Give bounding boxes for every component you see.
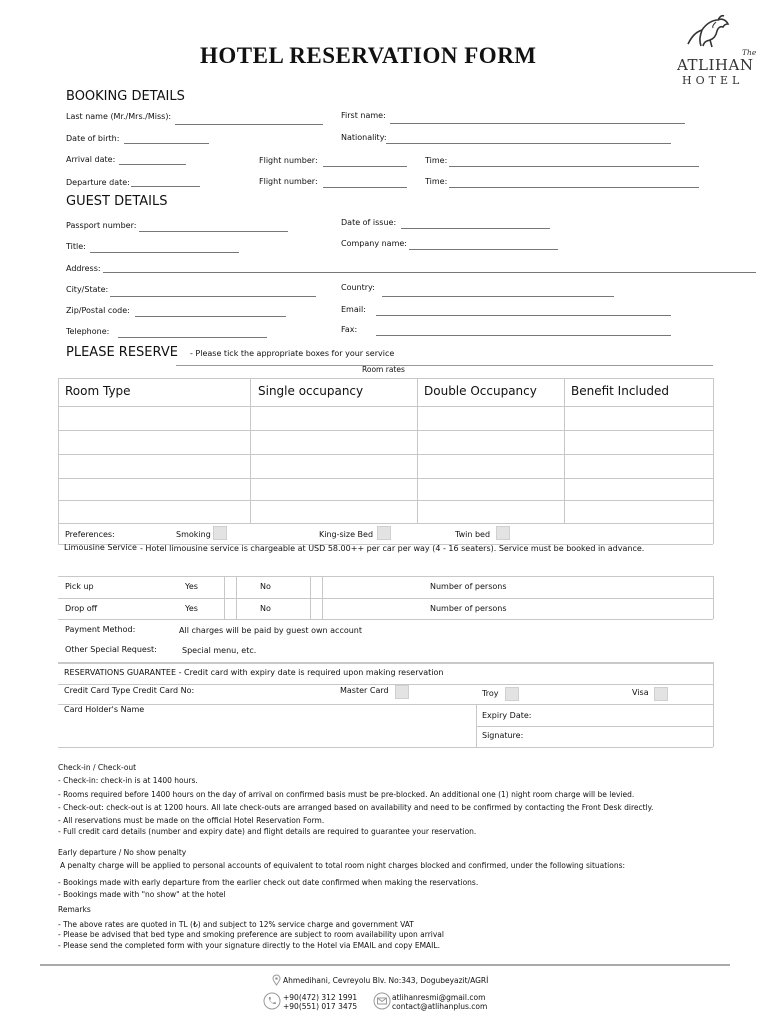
email-label: Email:	[341, 305, 366, 314]
room-rates-label: Room rates	[362, 365, 405, 374]
company-label: Company name:	[341, 239, 407, 248]
expiry-label: Expiry Date:	[482, 711, 532, 720]
troy-label: Troy	[482, 689, 499, 698]
twin-bed-checkbox[interactable]	[496, 526, 510, 540]
room-rows-area[interactable]	[59, 407, 713, 523]
card-holder-label: Card Holder's Name	[64, 705, 145, 714]
departure-field[interactable]	[131, 186, 200, 187]
flight-number-label-1: Flight number:	[259, 156, 318, 165]
arrival-field[interactable]	[119, 164, 186, 165]
form-title: HOTEL RESERVATION FORM	[200, 43, 537, 68]
dropoff-persons-label: Number of persons	[430, 604, 507, 613]
dropoff-no-checkbox[interactable]	[311, 599, 322, 619]
checkin-item: - Full credit card details (number and expiry date) and flight details are required to guarantee your reservation.	[58, 827, 477, 836]
master-card-checkbox[interactable]	[395, 685, 409, 699]
king-bed-checkbox[interactable]	[377, 526, 391, 540]
country-label: Country:	[341, 283, 375, 292]
dropoff-persons-field[interactable]	[520, 599, 710, 618]
remarks-item: - Please send the completed form with your signature directly to the Hotel via EMAIL and copy EMAIL.	[58, 941, 440, 950]
footer-email-2[interactable]: contact@atlihanplus.com	[392, 1002, 488, 1011]
remarks-heading: Remarks	[58, 905, 91, 914]
master-card-label: Master Card	[340, 686, 389, 695]
passport-field[interactable]	[139, 231, 288, 232]
logo-sub: HOTEL	[682, 74, 744, 87]
visa-label: Visa	[632, 688, 649, 697]
issue-date-label: Date of issue:	[341, 218, 397, 227]
pickup-yes-checkbox[interactable]	[225, 577, 236, 598]
pickup-persons-field[interactable]	[520, 577, 710, 597]
visa-checkbox[interactable]	[654, 687, 668, 701]
limousine-label: Limousine Service	[64, 543, 137, 552]
card-type-label: Credit Card Type Credit Card No:	[64, 686, 195, 695]
dropoff-no: No	[260, 604, 271, 613]
footer-phone-1: +90(472) 312 1991	[283, 993, 358, 1002]
col-room-type: Room Type	[65, 384, 131, 398]
last-name-field[interactable]	[175, 124, 323, 125]
zip-field[interactable]	[135, 316, 286, 317]
checkin-item: - Rooms required before 1400 hours on the day of arrival on confirmed basis must be pre-blocked. An additional one (1) night room charge will be levied.	[58, 790, 635, 799]
fax-label: Fax:	[341, 325, 358, 334]
departure-label: Departure date:	[66, 178, 130, 187]
time-field-1[interactable]	[449, 166, 699, 167]
fax-field[interactable]	[376, 335, 671, 336]
first-name-field[interactable]	[390, 123, 685, 124]
nationality-field[interactable]	[386, 143, 671, 144]
time-field-2[interactable]	[449, 187, 699, 188]
passport-label: Passport number:	[66, 221, 137, 230]
payment-value: All charges will be paid by guest own account	[179, 626, 363, 635]
signature-label: Signature:	[482, 731, 524, 740]
pickup-label: Pick up	[65, 582, 94, 591]
expiry-field[interactable]	[535, 707, 710, 725]
smoking-checkbox[interactable]	[213, 526, 227, 540]
country-field[interactable]	[382, 296, 614, 297]
city-field[interactable]	[110, 296, 316, 297]
logo-small-text: The	[742, 48, 757, 57]
first-name-label: First name:	[341, 111, 386, 120]
address-field[interactable]	[103, 272, 756, 273]
address-label: Address:	[66, 264, 101, 273]
pickup-no-checkbox[interactable]	[311, 577, 322, 598]
last-name-label: Last name (Mr./Mrs./Miss):	[66, 112, 172, 121]
email-field[interactable]	[376, 315, 671, 316]
remarks-item: - Please be advised that bed type and smoking preference are subject to room availability upon arrival	[58, 930, 444, 939]
issue-date-field[interactable]	[401, 228, 550, 229]
booking-heading: BOOKING DETAILS	[66, 89, 185, 104]
flight-number-field-1[interactable]	[323, 166, 407, 167]
pickup-yes: Yes	[185, 582, 198, 591]
checkin-item: - Check-out: check-out is at 1200 hours. All late check-outs are arranged based on availability and need to be confirmed by contacting the Front Desk directly.	[58, 803, 654, 812]
special-request-label: Other Special Request:	[65, 645, 157, 654]
card-holder-field[interactable]	[60, 716, 470, 744]
flight-number-label-2: Flight number:	[259, 177, 318, 186]
flight-number-field-2[interactable]	[323, 187, 407, 188]
dob-label: Date of birth:	[66, 134, 120, 143]
preferences-label: Preferences:	[65, 530, 115, 539]
phone-icon	[263, 992, 281, 1010]
col-double: Double Occupancy	[424, 384, 537, 398]
dob-field[interactable]	[124, 143, 209, 144]
remarks-item: - The above rates are quoted in TL (₺) and subject to 12% service charge and government VAT	[58, 920, 414, 929]
horse-icon	[682, 14, 732, 50]
reserve-heading: PLEASE RESERVE	[66, 345, 178, 360]
telephone-field[interactable]	[118, 337, 267, 338]
checkin-heading: Check-in / Check-out	[58, 763, 137, 772]
footer-phone-2: +90(551) 017 3475	[283, 1002, 358, 1011]
dropoff-yes: Yes	[185, 604, 198, 613]
location-pin-icon	[272, 974, 281, 986]
dropoff-label: Drop off	[65, 604, 98, 613]
penalty-intro: A penalty charge will be applied to personal accounts of equivalent to total room night charges blocked and confirmed, under the following situations:	[60, 861, 626, 870]
limousine-note: - Hotel limousine service is chargeable at USD 58.00++ per car per way (4 - 16 seaters). Service must be booked in advance.	[140, 544, 645, 553]
mail-icon	[373, 992, 391, 1010]
telephone-label: Telephone:	[66, 327, 110, 336]
hotel-logo	[660, 12, 760, 92]
logo-name: ATLIHAN	[677, 56, 754, 74]
penalty-item: - Bookings made with early departure from the earlier check out date confirmed when making the reservations.	[58, 878, 479, 887]
footer-divider	[40, 964, 730, 966]
pickup-no: No	[260, 582, 271, 591]
king-bed-label: King-size Bed	[319, 530, 374, 539]
dropoff-yes-checkbox[interactable]	[225, 599, 236, 619]
pickup-persons-label: Number of persons	[430, 582, 507, 591]
nationality-label: Nationality:	[341, 133, 387, 142]
smoking-label: Smoking	[176, 530, 211, 539]
time-label-2: Time:	[425, 177, 448, 186]
zip-label: Zip/Postal code:	[66, 306, 130, 315]
time-label-1: Time:	[425, 156, 448, 165]
guarantee-heading: RESERVATIONS GUARANTEE - Credit card with expiry date is required upon making reservation	[64, 668, 444, 677]
col-single: Single occupancy	[258, 384, 364, 398]
footer-address: Ahmedihani, Cevreyolu Blv. No:343, Dogubeyazit/AGRİ	[283, 976, 489, 985]
special-request-value[interactable]: Special menu, etc.	[182, 646, 257, 655]
city-label: City/State:	[66, 285, 109, 294]
footer-email-1[interactable]: atlihanresmi@gmail.com	[392, 993, 486, 1002]
title-field[interactable]	[90, 252, 239, 253]
col-benefit: Benefit Included	[571, 384, 669, 398]
penalty-heading: Early departure / No show penalty	[58, 848, 187, 857]
penalty-item: - Bookings made with "no show" at the hotel	[58, 890, 226, 899]
title-label: Title:	[66, 242, 86, 251]
checkin-item: - Check-in: check-in is at 1400 hours.	[58, 776, 198, 785]
arrival-label: Arrival date:	[66, 155, 116, 164]
checkin-item: - All reservations must be made on the official Hotel Reservation Form.	[58, 816, 325, 825]
payment-label: Payment Method:	[65, 625, 136, 634]
guest-heading: GUEST DETAILS	[66, 194, 168, 209]
company-field[interactable]	[409, 249, 558, 250]
signature-field[interactable]	[530, 728, 710, 746]
troy-checkbox[interactable]	[505, 687, 519, 701]
twin-bed-label: Twin bed	[455, 530, 491, 539]
reserve-note: - Please tick the appropriate boxes for your service	[190, 349, 395, 358]
